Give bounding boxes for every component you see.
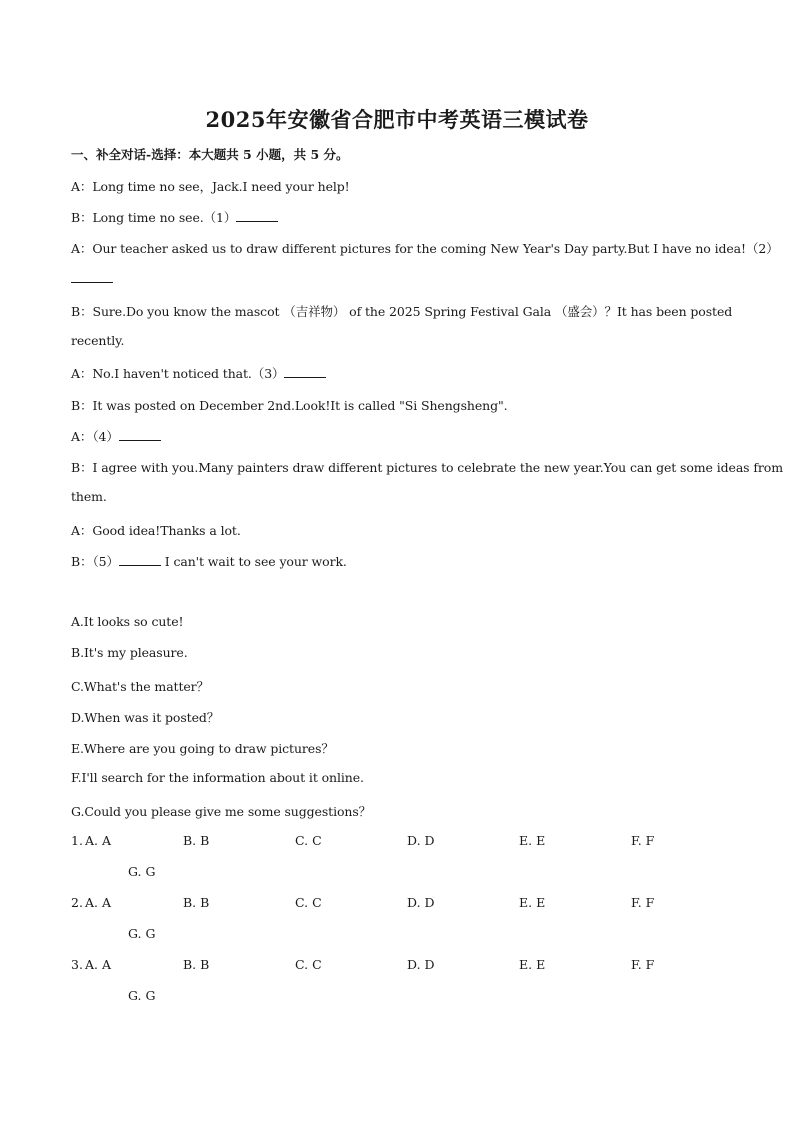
choice-option[interactable]: E. E	[519, 895, 546, 910]
dialogue-line: A：（4）	[71, 427, 161, 445]
choice-option[interactable]: C. C	[295, 833, 322, 848]
answer-blank[interactable]	[119, 430, 161, 441]
question-number: 2.	[71, 895, 83, 910]
answer-blank[interactable]	[71, 272, 113, 283]
choice-option[interactable]: G. G	[128, 864, 156, 879]
dialogue-line: B：Sure.Do you know the mascot （吉祥物） of the 2025 Spring Festival Gala （盛会）？It has been posted	[71, 304, 733, 319]
option-item: B.It's my pleasure.	[71, 645, 188, 660]
section-heading: 一、补全对话-选择：本大题共 5 小题，共 5 分。	[71, 147, 349, 162]
question-number: 1.	[71, 833, 83, 848]
choice-option[interactable]: E. E	[519, 833, 546, 848]
question-number: 3.	[71, 957, 83, 972]
choice-option[interactable]: D. D	[407, 833, 435, 848]
choice-option[interactable]: F. F	[631, 957, 655, 972]
answer-blank[interactable]	[284, 367, 326, 378]
choice-option[interactable]: D. D	[407, 895, 435, 910]
option-item: C.What's the matter？	[71, 679, 209, 694]
dialogue-line: A：Good idea!Thanks a lot.	[71, 523, 241, 538]
dialogue-line: them.	[71, 489, 107, 504]
choice-option[interactable]: B. B	[183, 833, 210, 848]
dialogue-line: A：No.I haven't noticed that.（3）	[71, 364, 326, 382]
choice-option[interactable]: A. A	[85, 895, 112, 910]
choice-option[interactable]: G. G	[128, 926, 156, 941]
dialogue-line: recently.	[71, 333, 125, 348]
choice-option[interactable]: C. C	[295, 957, 322, 972]
choice-option[interactable]: E. E	[519, 957, 546, 972]
page-title: 2025年安徽省合肥市中考英语三模试卷	[205, 107, 589, 132]
dialogue-line: A：Our teacher asked us to draw different pictures for the coming New Year's Day party.But I have no idea!（2）	[71, 241, 779, 256]
dialogue-line: B：Long time no see.（1）	[71, 208, 278, 226]
option-item: F.I'll search for the information about it online.	[71, 770, 364, 785]
choice-option[interactable]: F. F	[631, 833, 655, 848]
option-item: E.Where are you going to draw pictures？	[71, 741, 334, 756]
choice-option[interactable]: A. A	[85, 957, 112, 972]
choice-option[interactable]: B. B	[183, 895, 210, 910]
choice-option[interactable]: C. C	[295, 895, 322, 910]
option-item: G.Could you please give me some suggestions？	[71, 804, 372, 819]
choice-option[interactable]: A. A	[85, 833, 112, 848]
choice-option[interactable]: D. D	[407, 957, 435, 972]
choice-option[interactable]: B. B	[183, 957, 210, 972]
dialogue-line: B：I agree with you.Many painters draw different pictures to celebrate the new year.You can get some ideas from	[71, 460, 783, 475]
dialogue-line: A：Long time no see，Jack.I need your help!	[71, 179, 350, 194]
dialogue-line	[71, 271, 113, 286]
answer-blank[interactable]	[119, 555, 161, 566]
option-item: A.It looks so cute!	[71, 614, 184, 629]
option-item: D.When was it posted？	[71, 710, 220, 725]
dialogue-line: B：It was posted on December 2nd.Look!It is called "Si Shengsheng".	[71, 398, 508, 413]
dialogue-line: B：（5） I can't wait to see your work.	[71, 554, 347, 569]
answer-blank[interactable]	[236, 211, 278, 222]
choice-option[interactable]: F. F	[631, 895, 655, 910]
choice-option[interactable]: G. G	[128, 988, 156, 1003]
